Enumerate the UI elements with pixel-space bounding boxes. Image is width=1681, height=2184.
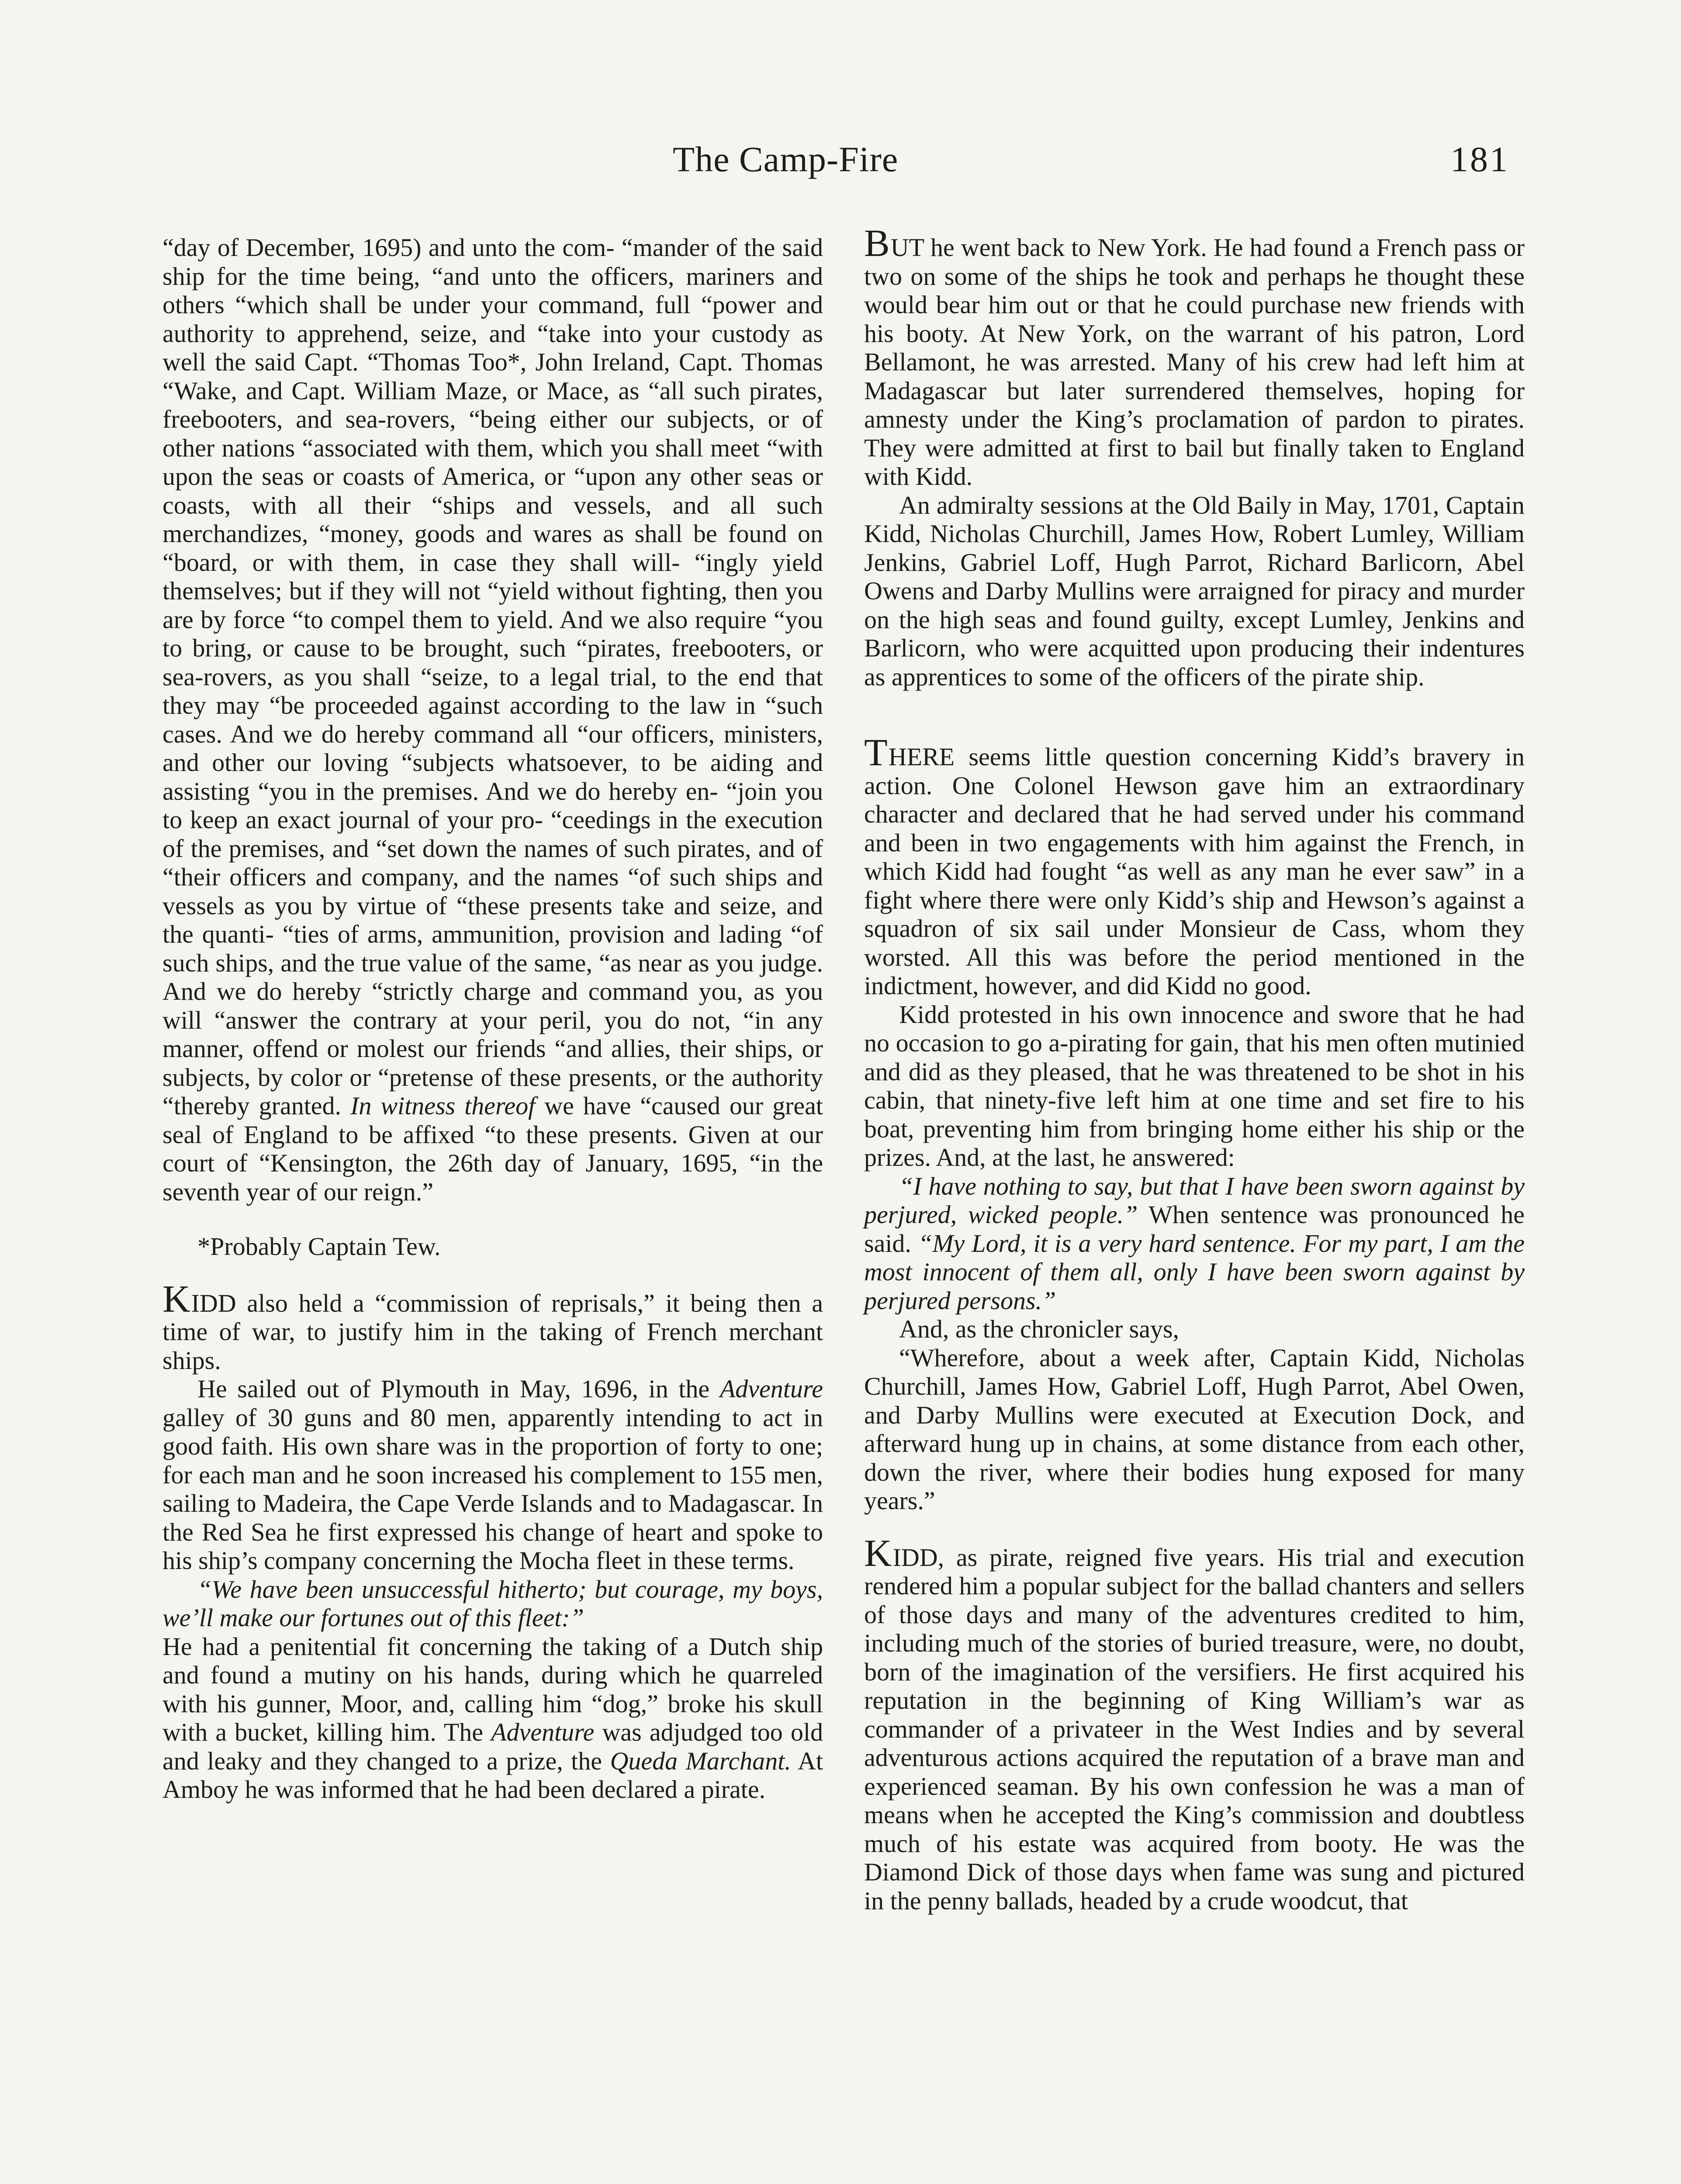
kidd-commission-paragraph: KIDD also held a “commission of reprisals,” it being then a time of war, to justify him in the taking of French merchant ships.: [163, 1278, 823, 1375]
new-york-paragraph: BUT he went back to New York. He had found a French pass or two on some of the ships he took and perhaps he thought these would bear him out or that he could purchase new friends with his booty. At New York, on the warrant of his patron, Lord Bellamont, he was arrested. Many of his crew had left him at Madagascar but later surrendered themselves, hoping for amnesty under the King’s proclamation of pardon to pirates. They were admitted at first to bail but finally taken to England with Kidd.: [864, 222, 1525, 491]
left-column: [163, 233, 823, 1804]
bravery-paragraph: THERE seems little question concerning Kidd’s bravery in action. One Colonel Hewson gave him an extraordinary character and declared that he had served under his command and been in two engagements with him against the French, in which Kidd had fought “as well as any man he ever saw” in a fight where there were only Kidd’s ship and Hewson’s against a squadron of six sail under Monsieur de Cass, whom they worsted. All this was before the period mentioned in the indictment, however, and did Kidd no good.: [864, 732, 1525, 1000]
reputation-paragraph: KIDD, as pirate, reigned five years. His trial and execution rendered him a popular subject for the ballad chanters and sellers of those days and many of the adventures credited to him, including much of the stories of buried treasure, were, no doubt, born of the imagination of the versifiers. He first acquired his reputation in the beginning of King William’s war as commander of a privateer in the West Indies and by several adventurous actions acquired the reputation of a brave man and experienced seaman. By his own confession he was a man of means when he accepted the King’s commission and doubtless much of his estate was acquired from booty. He was the Diamond Dick of those days when fame was sung and pictured in the penny ballads, headed by a crude woodcut, that: [864, 1532, 1525, 1915]
chronicler-line: And, as the chronicler says,: [899, 1315, 1179, 1343]
right-column: [864, 222, 1525, 1915]
innocence-paragraph: Kidd protested in his own innocence and swore that he had no occasion to go a-pirating for gain, that his men often mutinied and did as they pleased, that he was threatened to be shot in his cabin, that ninety-five left him at one time and set fire to his boat, preventing him from bringing home either his ship or the prizes. And, at the last, he answered:: [864, 1000, 1525, 1171]
drop-cap: K: [864, 1532, 893, 1575]
mocha-fleet-quote: “We have been unsuccessful hitherto; but courage, my boys, we’ll make our fortunes out of this fleet:”: [163, 1575, 823, 1632]
execution-paragraph: “Wherefore, about a week after, Captain Kidd, Nicholas Churchill, James How, Gabriel Loff, Hugh Parrot, Abel Owen, and Darby Mullins were executed at Execution Dock, and afterward hung up in chains, at some distance from each other, down the river, where their bodies hung exposed for many years.”: [864, 1343, 1525, 1515]
drop-cap: K: [163, 1278, 191, 1320]
admiralty-paragraph: An admiralty sessions at the Old Baily in May, 1701, Captain Kidd, Nicholas Churchill, James How, Robert Lumley, William Jenkins, Gabriel Loff, Hugh Parrot, Richard Barlicorn, Abel Owens and Darby Mullins were arraigned for piracy and murder on the high seas and found guilty, except Lumley, Jenkins and Barlicorn, who were acquitted upon producing their indentures as apprentices to some of the officers of the pirate ship.: [864, 491, 1525, 691]
drop-cap: B: [864, 222, 891, 265]
footnote: *Probably Captain Tew.: [197, 1232, 441, 1261]
plymouth-paragraph: He sailed out of Plymouth in May, 1696, in the Adventure galley of 30 guns and 80 men, apparently intending to act in good faith. His own share was in the proportion of forty to one; for each man and he soon increased his complement to 155 men, sailing to Madeira, the Cape Verde Islands and to Madagascar. In the Red Sea he first expressed his change of heart and spoke to his ship’s company concerning the Mocha fleet in these terms.: [163, 1375, 823, 1575]
penitential-paragraph: He had a penitential fit concerning the taking of a Dutch ship and found a mutiny on his hands, during which he quarreled with his gunner, Moor, and, calling him “dog,” broke his skull with a bucket, killing him. The Adventure was adjudged too old and leaky and they changed to a prize, the Queda Marchant. At Amboy he was informed that he had been declared a pirate.: [163, 1632, 823, 1804]
running-header-title: The Camp-Fire: [673, 139, 899, 179]
drop-cap: T: [864, 732, 889, 774]
page-number: 181: [1450, 139, 1509, 179]
sentence-paragraph: “I have nothing to say, but that I have been sworn against by perjured, wicked people.” When sentence was pronounced he said. “My Lord, it is a very hard sentence. For my part, I am the most innocent of them all, only I have been sworn against by perjured persons.”: [864, 1171, 1525, 1315]
commission-quote: “day of December, 1695) and unto the com- “mander of the said ship for the time being, “and unto the officers, mariners and others “which shall be under your command, full “power and authority to apprehend, seize, and “take into your custody as well the said Capt. “Thomas Too*, John Ireland, Capt. Thomas “Wake, and Capt. William Maze, or Mace, as “all such pirates, freebooters, and sea-rovers, “being either our subjects, or of other nations “associated with them, which you shall meet “with upon the seas or coasts of America, or “upon any other seas or coasts, with all their “ships and vessels, and all such merchandizes, “money, goods and wares as shall be found on “board, or with them, in case they shall will- “ingly yield themselves; but if they will not “yield without fighting, then you are by force “to compel them to yield. And we also require “you to bring, or cause to be brought, such “pirates, freebooters, or sea-rovers, as you shall “seize, to a legal trial, to the end that they may “be proceeded against according to the law in “such cases. And we do hereby command all “our officers, ministers, and other our loving “subjects whatsoever, to be aiding and assisting “you in the premises. And we do hereby en- “join you to keep an exact journal of your pro- “ceedings in the execution of the premises, and “set down the names of such pirates, and of “their officers and company, and the names “of such ships and vessels as you by virtue of “these presents take and seize, and the quanti- “ties of arms, ammunition, provision and lading “of such ships, and the true value of the same, “as near as you judge. And we do hereby “strictly charge and command you, as you will “answer the contrary at your peril, you do not, “in any manner, offend or molest our friends “and allies, their ships, or subjects, by color or “pretense of these presents, or the authority “thereby granted. In witness thereof we have “caused our great seal of England to be affixed “to these presents. Given at our court of “Kensington, the 26th day of January, 1695, “in the seventh year of our reign.”: [163, 233, 823, 1206]
